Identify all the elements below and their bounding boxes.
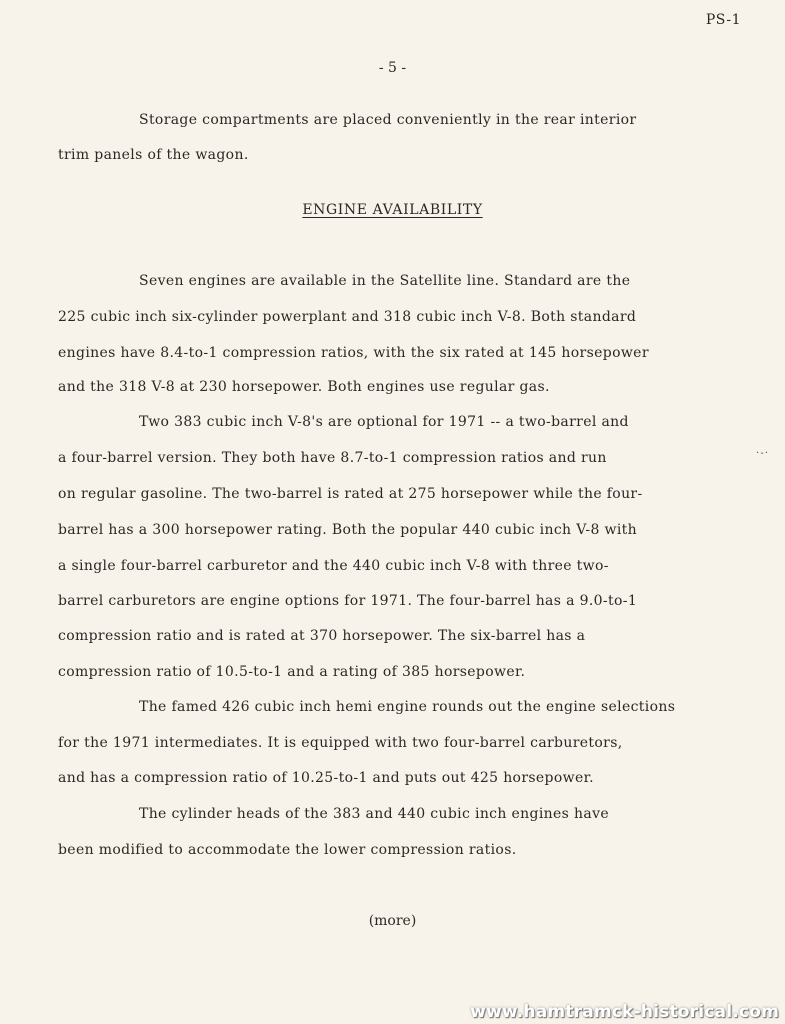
paragraph-line: trim panels of the wagon. [58, 147, 249, 163]
more-indicator: (more) [368, 913, 417, 929]
paragraph-line: been modified to accommodate the lower compression ratios. [58, 842, 517, 858]
paragraph-line: and has a compression ratio of 10.25-to-1 and puts out 425 horsepower. [58, 770, 594, 786]
paragraph-line: compression ratio of 10.5-to-1 and a rating of 385 horsepower. [58, 664, 526, 680]
paragraph-line: barrel carburetors are engine options for 1971. The four-barrel has a 9.0-to-1 [58, 593, 638, 609]
page-number: - 5 - [378, 60, 407, 76]
paragraph-line: on regular gasoline. The two-barrel is rated at 275 horsepower while the four- [58, 486, 643, 502]
margin-mark: · ‑ · [756, 448, 768, 459]
paragraph-line: a four-barrel version. They both have 8.7-to-1 compression ratios and run [58, 450, 607, 466]
document-code: PS-1 [705, 12, 741, 28]
section-heading-text: ENGINE AVAILABILITY [302, 202, 483, 218]
paragraph-line: Seven engines are available in the Satellite line. Standard are the [139, 273, 631, 289]
section-heading [0, 202, 785, 218]
paragraph-line: engines have 8.4-to-1 compression ratios, with the six rated at 145 horsepower [58, 345, 649, 361]
paragraph-line: a single four-barrel carburetor and the 440 cubic inch V-8 with three two- [58, 558, 609, 574]
paragraph-line: Storage compartments are placed conveniently in the rear interior [139, 112, 637, 128]
paragraph-line: barrel has a 300 horsepower rating. Both the popular 440 cubic inch V-8 with [58, 522, 638, 538]
paragraph-line: The cylinder heads of the 383 and 440 cubic inch engines have [139, 806, 609, 822]
paragraph-line: compression ratio and is rated at 370 horsepower. The six-barrel has a [58, 628, 586, 644]
paragraph-line: for the 1971 intermediates. It is equipped with two four-barrel carburetors, [58, 735, 623, 751]
paragraph-line: The famed 426 cubic inch hemi engine rounds out the engine selections [139, 699, 676, 715]
paragraph-line: and the 318 V-8 at 230 horsepower. Both engines use regular gas. [58, 379, 550, 395]
site-watermark: www.hamtramck-historical.com [470, 1002, 779, 1022]
paragraph-line: Two 383 cubic inch V-8's are optional for 1971 -- a two-barrel and [139, 414, 629, 430]
paragraph-line: 225 cubic inch six-cylinder powerplant and 318 cubic inch V-8. Both standard [58, 309, 637, 325]
